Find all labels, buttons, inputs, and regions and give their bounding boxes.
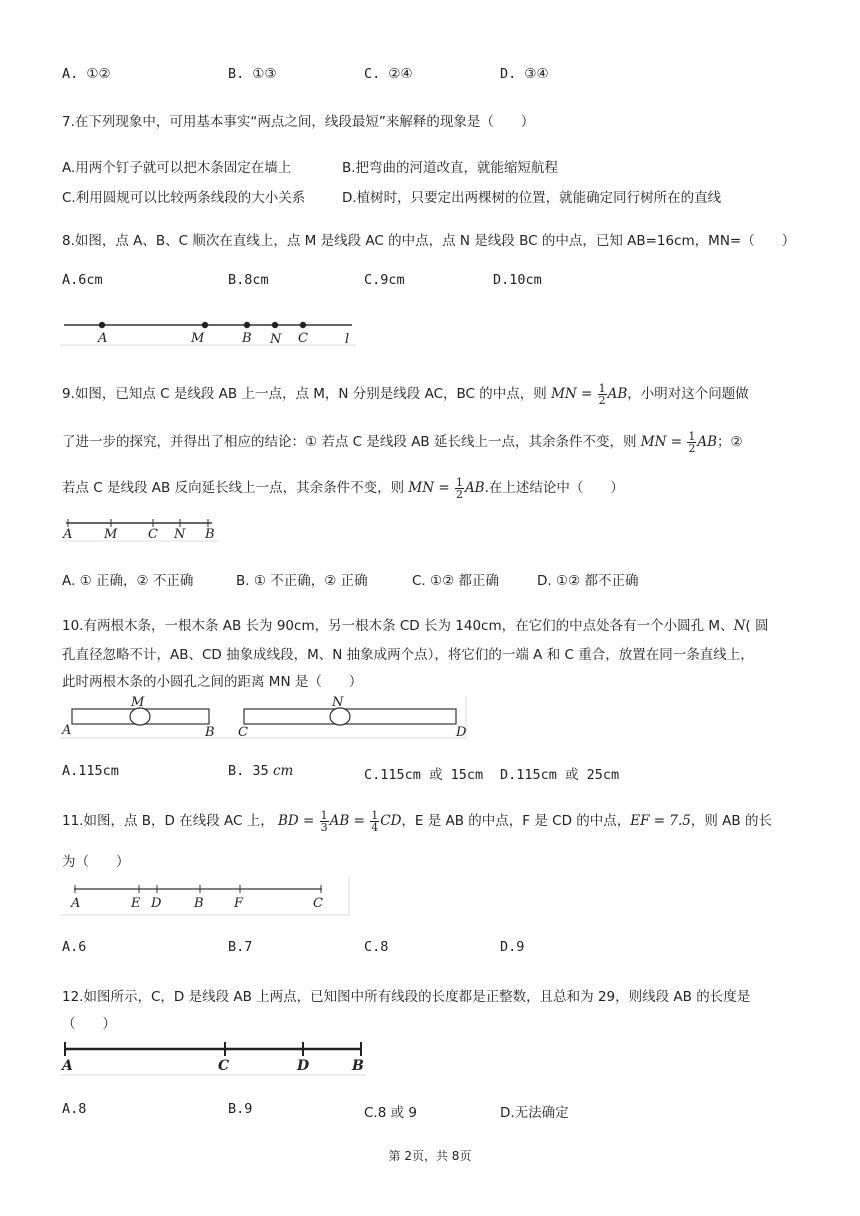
q11-option-a: A.6 [62,939,87,955]
q10-line-1-tail: ( 圆 [745,618,769,634]
q9-formula-3-lhs: MN = [408,480,450,496]
page-footer: 第 2页，共 8页 [388,1149,472,1163]
q8-label-a: A [98,331,108,346]
q9-f3-numerator: 1 [455,476,463,489]
q12-line-2: （ ） [62,1016,116,1032]
q10-label-a: A [62,723,72,738]
q11-bd: BD = [278,813,315,829]
q12-label-c: C [218,1058,230,1074]
q9-f2-denominator: 2 [688,442,696,455]
q8-option-b: B.8cm [228,272,269,288]
q11-f2-numerator: 1 [371,809,379,822]
q9-f1-denominator: 2 [598,394,606,407]
q9-formula-3-fraction [455,477,464,500]
q6-option-b: B. ①③ [228,66,277,82]
q9-formula-3-rhs: AB. [464,480,489,496]
q9-label-n: N [174,527,186,542]
q9-option-a: A. ① 正确，② 不正确 [62,573,194,589]
q9-option-d: D. ①② 都不正确 [537,573,639,589]
q10-option-b-value: B. 35 [228,763,269,779]
q9-formula-2 [640,430,717,455]
q9-formula-2-lhs: MN = [640,434,683,450]
q10-option-b [228,763,293,779]
q10-hole-n [330,708,350,725]
q11-label-e: E [131,896,141,911]
q11-formula [278,809,402,834]
q9-label-a: A [63,527,73,542]
q9-figure [60,514,222,544]
q8-option-a: A.6cm [62,272,103,288]
q9-line-1-text: 9.如图，已知点 C 是线段 AB 上一点，点 M，N 分别是线段 AC，BC 的中点，则 [62,386,547,402]
q8-point-a [99,322,105,328]
q9-f2-numerator: 1 [688,430,696,443]
q9-line-3-text: 若点 C 是线段 AB 反向延长线上一点，其余条件不变，则 [62,480,405,496]
q9-f1-numerator: 1 [598,382,606,395]
q8-point-n [272,322,278,328]
q9-line-2-text: 了进一步的探究，并得出了相应的结论：① 若点 C 是线段 AB 延长线上一点，其余条件不变，则 [62,434,637,450]
q10-label-b: B [205,725,215,740]
q11-label-a: A [71,896,81,911]
q7-option-a: A.用两个钉子就可以把木条固定在墙上 [62,160,292,176]
q9-formula-1-rhs: AB [607,386,628,402]
q12-option-b: B.9 [228,1101,253,1117]
q8-label-b: B [242,331,252,346]
q11-ef: EF = 7.5 [630,813,691,829]
q11-ab: AB = [329,813,365,829]
q10-option-b-unit: cm [272,763,294,779]
q9-formula-1 [551,382,628,407]
q8-point-b [244,322,250,328]
q12-label-b: B [352,1058,364,1074]
q8-option-d: D.10cm [493,272,542,288]
q10-option-a: A.115cm [62,763,119,779]
q7-option-b: B.把弯曲的河道改直，就能缩短航程 [342,160,559,176]
q12-label-a: A [62,1058,73,1074]
q11-line-1-mid: ，E 是 AB 的中点，F 是 CD 的中点， [401,813,631,829]
q9-label-b: B [205,527,215,542]
q11-label-b: B [194,896,204,911]
q11-f2-denominator: 4 [371,821,379,834]
q7-option-d: D.植树时，只要定出两棵树的位置，就能确定同行树所在的直线 [342,190,722,206]
q9-formula-3 [408,476,489,501]
q8-stem: 8.如图，点 A、B、C 顺次在直线上，点 M 是线段 AC 的中点，点 N 是线段 BC 的中点，已知 AB=16cm，MN=（ ） [62,233,796,249]
q8-label-c: C [298,331,308,346]
q10-label-n: N [332,695,344,710]
q11-cd: CD [380,813,402,829]
q9-label-m: M [104,527,118,542]
q8-figure [60,314,360,348]
q9-formula-2-fraction [687,431,696,454]
q6-option-d: D. ③④ [500,66,549,82]
q9-line-2 [62,430,743,454]
q11-label-d: D [151,896,162,911]
q6-option-c: C. ②④ [364,66,413,82]
q9-option-c: C. ①② 都正确 [412,573,500,589]
q11-label-f: F [234,896,244,911]
q12-line-1: 12.如图所示，C，D 是线段 AB 上两点，已知图中所有线段的长度都是正整数，且总和为 29，则线段 AB 的长度是 [62,989,751,1005]
q9-line-1 [62,382,749,406]
q12-figure [60,1038,368,1076]
q8-point-m [202,322,208,328]
q11-fraction-1 [320,810,329,833]
q10-line-1-text: 10.有两根木条，一根木条 AB 长为 90cm，另一根木条 CD 长为 140cm，在它们的中点处各有一个小圆孔 M、 [62,618,734,634]
q12-option-a: A.8 [62,1101,87,1117]
q9-formula-1-fraction [598,383,607,406]
q11-f1-numerator: 1 [320,809,328,822]
q11-fraction-2 [370,810,379,833]
q10-line-3: 此时两根木条的小圆孔之间的距离 MN 是（ ） [62,674,363,690]
q9-line-2-tail: ；② [717,434,743,450]
q6-option-a: A. ①② [62,66,111,82]
q9-line-3 [62,476,624,500]
q8-option-c: C.9cm [364,272,405,288]
q9-line-1-tail: ，小明对这个问题做 [627,386,749,402]
q8-label-n: N [270,332,282,347]
q10-hole-m [130,708,150,725]
q9-label-c: C [148,527,158,542]
q11-line-1 [62,809,772,833]
q9-formula-1-lhs: MN = [551,386,593,402]
q8-point-c [300,322,306,328]
q7-stem: 7.在下列现象中，可用基本事实“两点之间，线段最短”来解释的现象是（ ） [62,114,535,130]
q11-label-c: C [313,896,323,911]
q10-label-c: C [238,725,248,740]
q11-line-1-text: 11.如图，点 B，D 在线段 AC 上， [62,813,274,829]
q9-formula-2-rhs: AB [697,434,717,450]
q10-line-2: 孔直径忽略不计，AB、CD 抽象成线段，M、N 抽象成两个点），将它们的一端 A 和 C 重合，放置在同一条直线上， [62,647,754,663]
q11-figure [60,874,352,916]
q10-label-m: M [131,695,145,710]
q9-line-3-tail: 在上述结论中（ ） [488,480,624,496]
q11-option-c: C.8 [364,939,389,955]
q9-f3-denominator: 2 [455,488,463,501]
q10-option-d: D.115cm 或 25cm [500,767,620,783]
q8-label-m: M [191,331,205,346]
q12-option-c: C.8 或 9 [364,1105,417,1121]
q10-label-d: D [456,725,467,740]
q11-option-b: B.7 [228,939,253,955]
q10-line-1-math-n: N [733,618,746,634]
q9-option-b: B. ① 不正确，② 正确 [236,573,368,589]
q11-line-1-tail: ，则 AB 的长 [690,813,772,829]
q10-line-1 [62,614,768,634]
q12-option-d: D.无法确定 [500,1105,569,1121]
q10-option-c: C.115cm 或 15cm [364,767,484,783]
q12-label-d: D [297,1058,310,1074]
q11-line-2: 为（ ） [62,854,130,870]
q11-option-d: D.9 [500,939,525,955]
q8-label-l: l [345,332,350,347]
q10-figure [60,694,472,740]
q11-f1-denominator: 3 [320,821,328,834]
q7-option-c: C.利用圆规可以比较两条线段的大小关系 [62,190,306,206]
